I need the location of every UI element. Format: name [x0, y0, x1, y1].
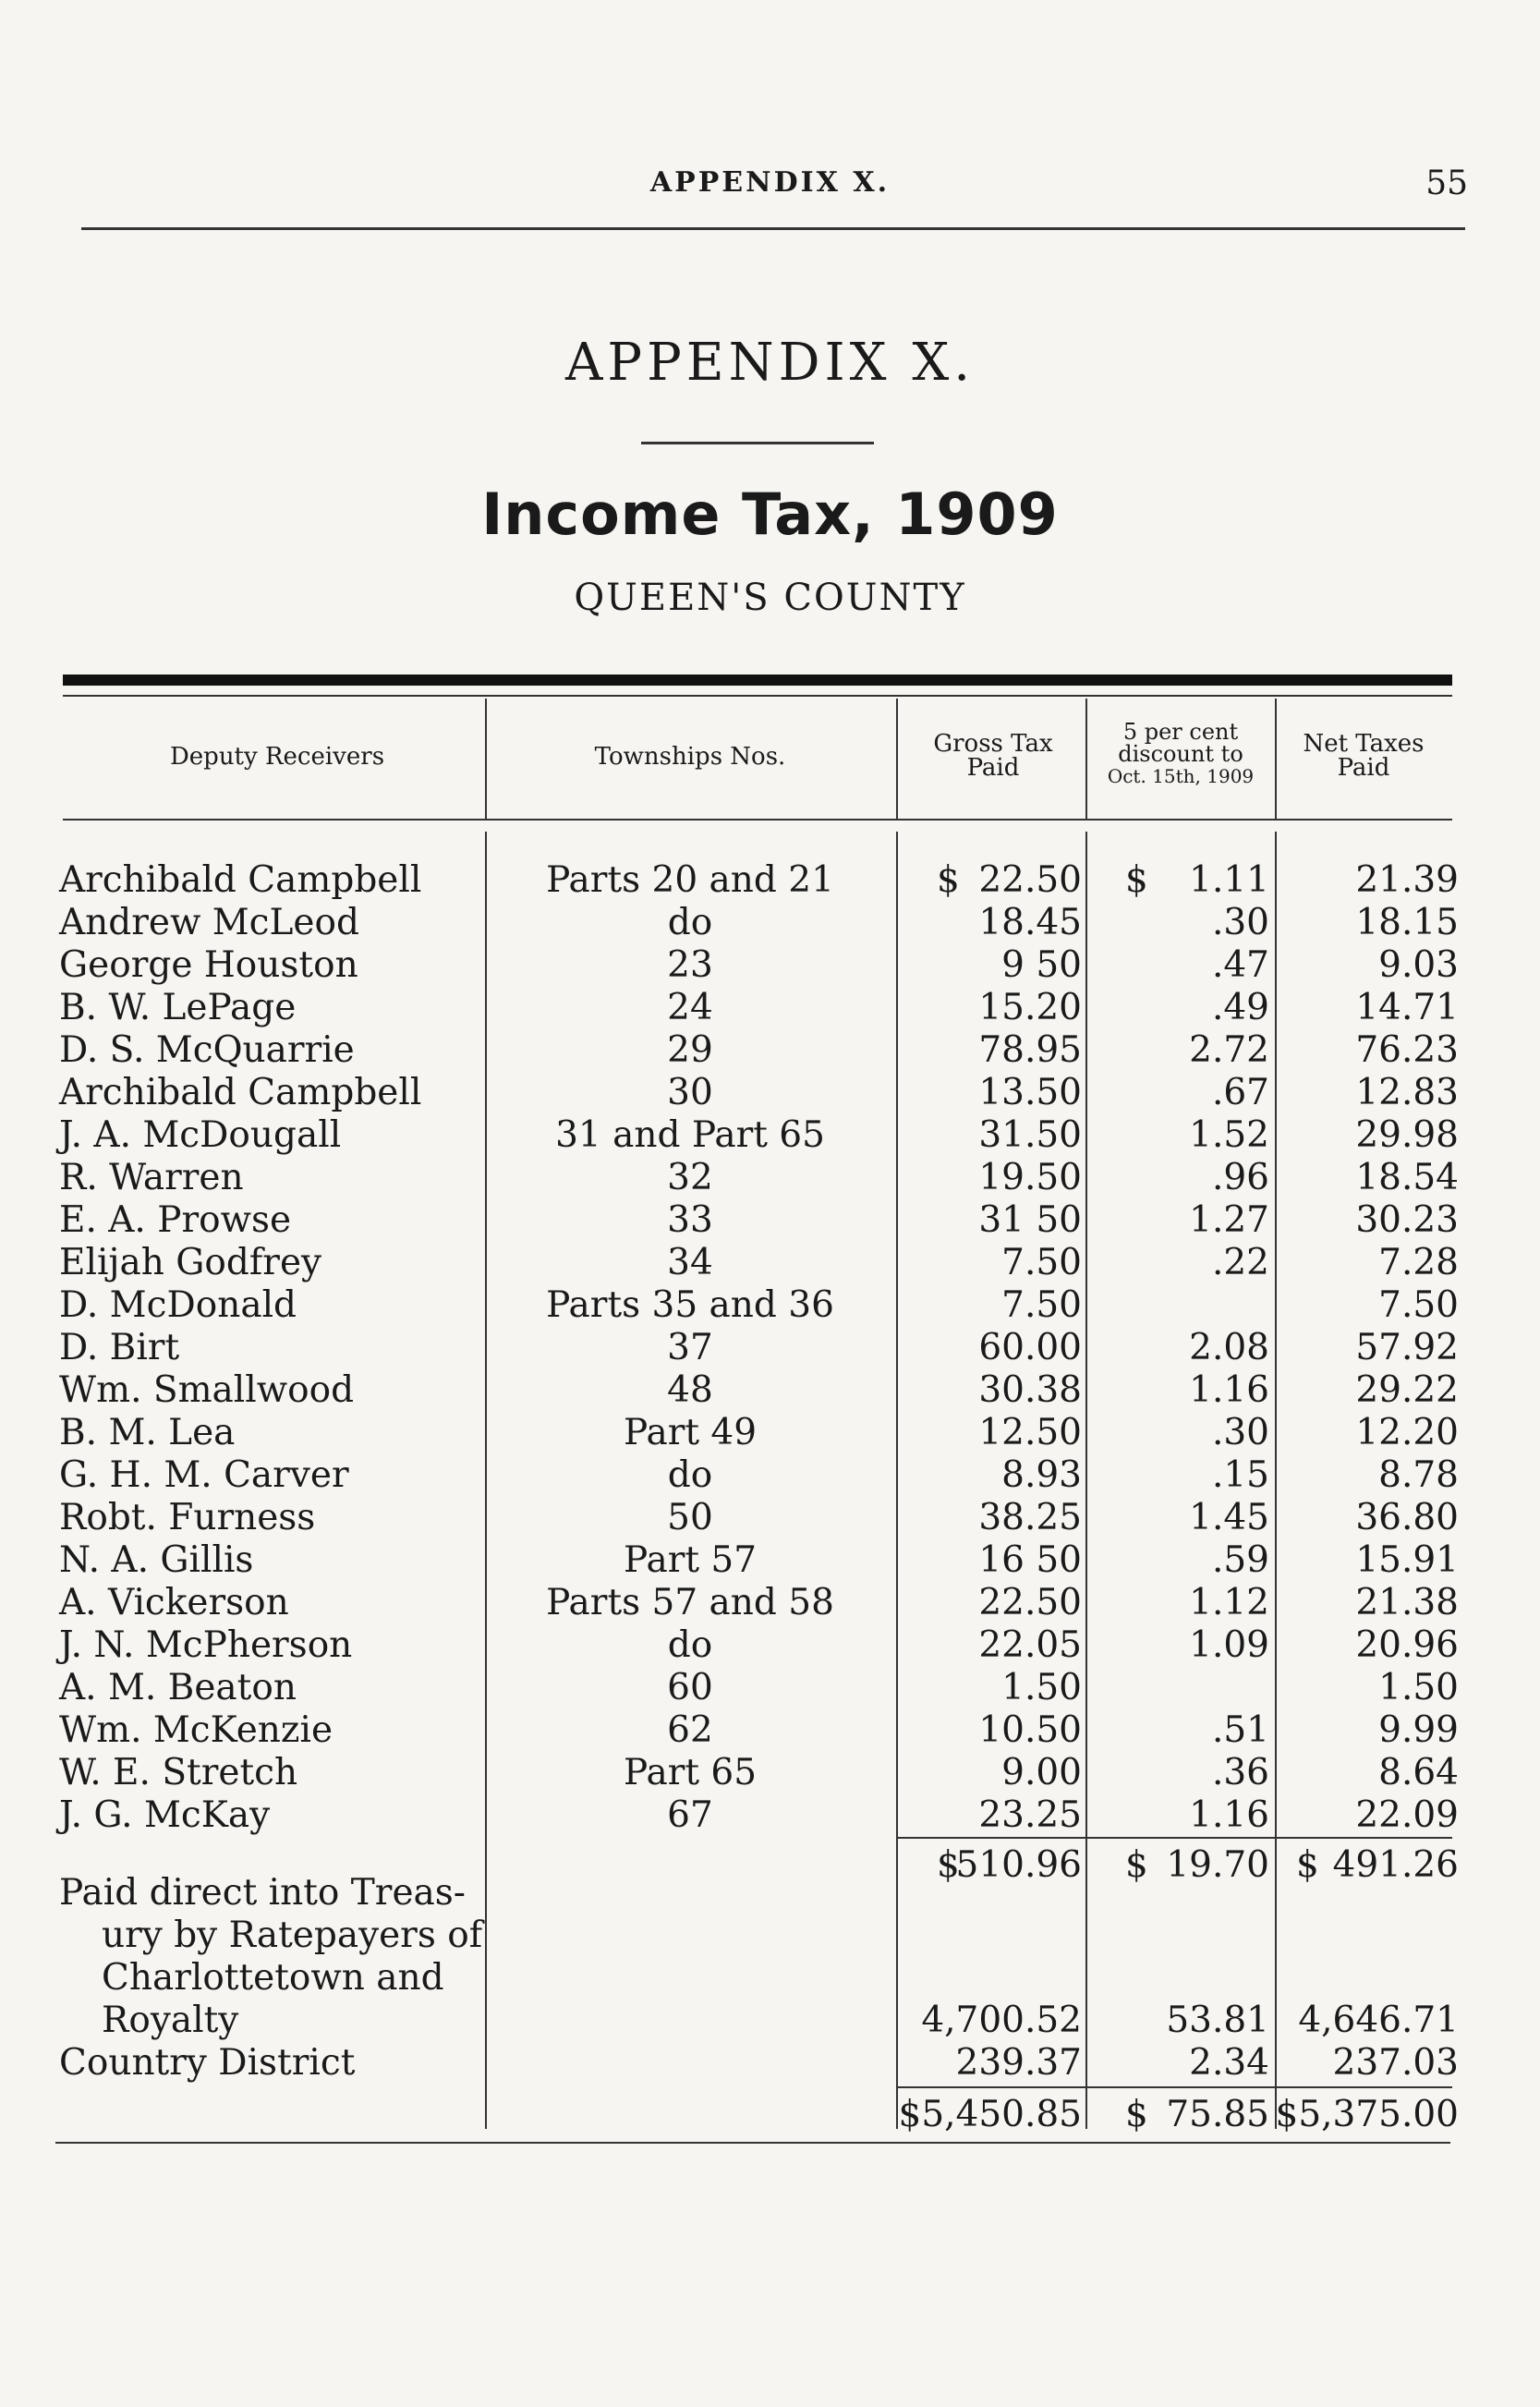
country-district-row: [0, 2042, 1540, 2085]
gross-tax: 23.25: [978, 1794, 1082, 1836]
gross-tax: 22.50: [978, 859, 1082, 901]
col-header-discount-line1: 5 per cent: [1122, 719, 1239, 745]
township: 23: [667, 944, 713, 986]
table-row: [0, 1412, 1540, 1454]
table-row: [0, 1497, 1540, 1539]
net-tax: 21.39: [1355, 859, 1459, 901]
receiver-name: D. Birt: [59, 1327, 180, 1368]
township: 24: [667, 987, 713, 1028]
dollar-sign: $: [1125, 859, 1148, 901]
table-row: [0, 1454, 1540, 1497]
discount: 1.12: [1189, 1582, 1269, 1623]
country-discount: 2.34: [1189, 2042, 1269, 2084]
table-top-thick-rule: [63, 675, 1452, 686]
country-gross: 239.37: [955, 2042, 1082, 2084]
gross-tax: 22.05: [978, 1624, 1082, 1666]
township: 67: [667, 1794, 713, 1836]
table-row: [0, 1242, 1540, 1284]
gross-tax: 30.38: [978, 1369, 1082, 1411]
gross-tax: 15.20: [978, 987, 1082, 1028]
gross-tax: 10.50: [978, 1709, 1082, 1751]
gross-tax: 78.95: [978, 1029, 1082, 1071]
table-row: [0, 1199, 1540, 1242]
table-row: [0, 1114, 1540, 1157]
receiver-name: Archibald Campbell: [59, 859, 422, 901]
page-title: APPENDIX X.: [564, 333, 976, 393]
county-heading: QUEEN'S COUNTY: [574, 577, 966, 619]
discount: .30: [1211, 902, 1269, 943]
discount: .15: [1211, 1454, 1269, 1496]
col-divider-header-2: [896, 699, 898, 819]
col-header-gross-line1: Gross Tax: [933, 730, 1053, 758]
col-header-discount-line3: Oct. 15th, 1909: [1107, 765, 1255, 787]
table-row: [0, 944, 1540, 987]
receiver-name: Andrew McLeod: [59, 902, 359, 943]
township: Parts 35 and 36: [546, 1284, 834, 1326]
total-net: $5,375.00: [1275, 2094, 1459, 2135]
dollar-sign: $: [937, 1844, 960, 1886]
col-header-discount-line2: discount to: [1118, 741, 1243, 767]
discount: 1.27: [1189, 1199, 1269, 1241]
net-tax: 12.83: [1355, 1072, 1459, 1113]
gross-tax: 16 50: [978, 1539, 1082, 1581]
net-tax: 15.91: [1355, 1539, 1459, 1581]
township: 62: [667, 1709, 713, 1751]
total-discount: 75.85: [1166, 2094, 1269, 2135]
discount: .67: [1211, 1072, 1269, 1113]
table-row: [0, 1157, 1540, 1199]
receiver-name: E. A. Prowse: [59, 1199, 292, 1241]
receiver-name: J. G. McKay: [59, 1794, 271, 1836]
receiver-name: J. A. McDougall: [59, 1114, 342, 1156]
township: do: [667, 1624, 713, 1666]
paid-direct-line: Royalty: [102, 2000, 239, 2041]
dollar-sign: $: [1296, 1844, 1319, 1886]
net-tax: 57.92: [1355, 1327, 1459, 1368]
receiver-name: D. S. McQuarrie: [59, 1029, 355, 1071]
table-row: [0, 1667, 1540, 1709]
gross-tax: 12.50: [978, 1412, 1082, 1453]
gross-tax: 7.50: [1001, 1284, 1082, 1326]
township: 37: [667, 1327, 713, 1368]
receiver-name: N. A. Gillis: [59, 1539, 254, 1581]
discount: 2.08: [1189, 1327, 1269, 1368]
table-row: [0, 1327, 1540, 1369]
discount: 1.09: [1189, 1624, 1269, 1666]
net-tax: 18.15: [1355, 902, 1459, 943]
table-row: [0, 1072, 1540, 1114]
net-tax: 20.96: [1355, 1624, 1459, 1666]
receiver-name: A. M. Beaton: [59, 1667, 297, 1708]
header-rule: [81, 227, 1465, 230]
discount: 1.52: [1189, 1114, 1269, 1156]
net-tax: 9.99: [1378, 1709, 1459, 1751]
net-tax: 8.64: [1378, 1752, 1459, 1793]
discount: .47: [1211, 944, 1269, 986]
gross-tax: 9.00: [1001, 1752, 1082, 1793]
subtotal-discount: 19.70: [1166, 1844, 1269, 1886]
gross-tax: 31.50: [978, 1114, 1082, 1156]
net-tax: 7.50: [1378, 1284, 1459, 1326]
net-tax: 21.38: [1355, 1582, 1459, 1623]
col-header-townships: Townships Nos.: [594, 743, 786, 771]
gross-tax: 31 50: [978, 1199, 1082, 1241]
gross-tax: 18.45: [978, 902, 1082, 943]
receiver-name: B. W. LePage: [59, 987, 297, 1028]
receiver-name: W. E. Stretch: [59, 1752, 298, 1793]
net-tax: 30.23: [1355, 1199, 1459, 1241]
discount: .22: [1211, 1242, 1269, 1283]
col-divider-header-3: [1085, 699, 1087, 819]
net-tax: 22.09: [1355, 1794, 1459, 1836]
discount: .51: [1211, 1709, 1269, 1751]
table-row: [0, 859, 1540, 902]
country-net: 237.03: [1332, 2042, 1459, 2084]
township: Part 49: [623, 1412, 758, 1453]
receiver-name: G. H. M. Carver: [59, 1454, 349, 1496]
gross-tax: 38.25: [978, 1497, 1082, 1538]
table-row: [0, 1284, 1540, 1327]
net-tax: 9.03: [1378, 944, 1459, 986]
paid-direct-line: ury by Ratepayers of: [102, 1915, 483, 1956]
township: 60: [667, 1667, 713, 1708]
table-row: [0, 1029, 1540, 1072]
net-tax: 36.80: [1355, 1497, 1459, 1538]
table-row: [0, 1752, 1540, 1794]
table-row: [0, 987, 1540, 1029]
col-header-gross-line2: Paid: [966, 754, 1020, 782]
receiver-name: Wm. McKenzie: [59, 1709, 333, 1751]
net-tax: 12.20: [1355, 1412, 1459, 1453]
gross-tax: 1.50: [1001, 1667, 1082, 1708]
net-tax: 29.22: [1355, 1369, 1459, 1411]
township: 30: [667, 1072, 713, 1113]
page-number: 55: [1425, 164, 1468, 202]
dollar-sign: $: [937, 859, 960, 901]
direct-gross: 4,700.52: [921, 2000, 1082, 2041]
col-header-net-line1: Net Taxes: [1303, 730, 1425, 758]
township: 29: [667, 1029, 713, 1071]
net-tax: 76.23: [1355, 1029, 1459, 1071]
table-row: [0, 1624, 1540, 1667]
receiver-name: Wm. Smallwood: [59, 1369, 355, 1411]
direct-net: 4,646.71: [1298, 2000, 1459, 2041]
township: Parts 57 and 58: [546, 1582, 834, 1623]
net-tax: 1.50: [1378, 1667, 1459, 1708]
township: 34: [667, 1242, 713, 1283]
col-divider-header-4: [1275, 699, 1277, 819]
receiver-name: R. Warren: [59, 1157, 244, 1198]
col-divider-header-1: [485, 699, 487, 819]
receiver-name: D. McDonald: [59, 1284, 297, 1326]
receiver-name: J. N. McPherson: [59, 1624, 353, 1666]
table-row: [0, 1709, 1540, 1752]
township: do: [667, 902, 713, 943]
discount: 1.45: [1189, 1497, 1269, 1538]
table-bottom-rule: [55, 2142, 1450, 2144]
dollar-sign: $: [1125, 1844, 1148, 1886]
total-row: [0, 2094, 1540, 2136]
col-header-receivers: Deputy Receivers: [169, 743, 385, 771]
running-title: APPENDIX X.: [649, 166, 891, 199]
subtotal-gross: 510.96: [955, 1844, 1082, 1886]
net-tax: 8.78: [1378, 1454, 1459, 1496]
table-row: [0, 1369, 1540, 1412]
discount: 1.16: [1189, 1794, 1269, 1836]
table-row: [0, 902, 1540, 944]
table-row: [0, 1539, 1540, 1582]
discount: .96: [1211, 1157, 1269, 1198]
title-rule: [641, 442, 874, 444]
receiver-name: B. M. Lea: [59, 1412, 236, 1453]
col-header-net: [1277, 732, 1450, 780]
net-tax: 29.98: [1355, 1114, 1459, 1156]
gross-tax: 60.00: [978, 1327, 1082, 1368]
paid-direct-line: Charlottetown and: [102, 1957, 444, 1999]
discount: 1.11: [1189, 859, 1269, 901]
township: 31 and Part 65: [555, 1114, 825, 1156]
country-district-label: Country District: [59, 2042, 356, 2084]
discount: .36: [1211, 1752, 1269, 1793]
township: Part 65: [623, 1752, 758, 1793]
discount: .49: [1211, 987, 1269, 1028]
paid-direct-line: Paid direct into Treas-: [59, 1872, 466, 1914]
township: Parts 20 and 21: [546, 859, 834, 901]
total-rule: [898, 2086, 1452, 2088]
discount: 2.72: [1189, 1029, 1269, 1071]
col-header-gross: [898, 732, 1088, 780]
receiver-name: Robt. Furness: [59, 1497, 316, 1538]
subtotal-rule: [898, 1837, 1452, 1839]
receiver-name: Elijah Godfrey: [59, 1242, 322, 1283]
receiver-name: Archibald Campbell: [59, 1072, 422, 1113]
township: 48: [667, 1369, 713, 1411]
table-row: [0, 1794, 1540, 1837]
gross-tax: 9 50: [1001, 944, 1082, 986]
col-header-net-line2: Paid: [1337, 754, 1390, 782]
subtotal-net: 491.26: [1332, 1844, 1459, 1886]
gross-tax: 19.50: [978, 1157, 1082, 1198]
township: do: [667, 1454, 713, 1496]
table-top-thin-rule: [63, 695, 1452, 697]
township: 50: [667, 1497, 713, 1538]
receiver-name: A. Vickerson: [59, 1582, 289, 1623]
paid-direct-row: [0, 2000, 1540, 2042]
gross-tax: 7.50: [1001, 1242, 1082, 1283]
receiver-name: George Houston: [59, 944, 358, 986]
discount: .59: [1211, 1539, 1269, 1581]
township: 33: [667, 1199, 713, 1241]
discount: .30: [1211, 1412, 1269, 1453]
dollar-sign: $: [1125, 2094, 1148, 2135]
gross-tax: 8.93: [1001, 1454, 1082, 1496]
gross-tax: 22.50: [978, 1582, 1082, 1623]
discount: 1.16: [1189, 1369, 1269, 1411]
township: Part 57: [623, 1539, 758, 1581]
total-gross: $5,450.85: [898, 2094, 1082, 2135]
section-title: Income Tax, 1909: [481, 480, 1059, 548]
col-header-discount: [1086, 721, 1275, 787]
table-row: [0, 1582, 1540, 1624]
gross-tax: 13.50: [978, 1072, 1082, 1113]
direct-discount: 53.81: [1166, 2000, 1269, 2041]
township: 32: [667, 1157, 713, 1198]
net-tax: 18.54: [1355, 1157, 1459, 1198]
net-tax: 14.71: [1355, 987, 1459, 1028]
net-tax: 7.28: [1378, 1242, 1459, 1283]
header-bottom-rule: [63, 819, 1452, 821]
